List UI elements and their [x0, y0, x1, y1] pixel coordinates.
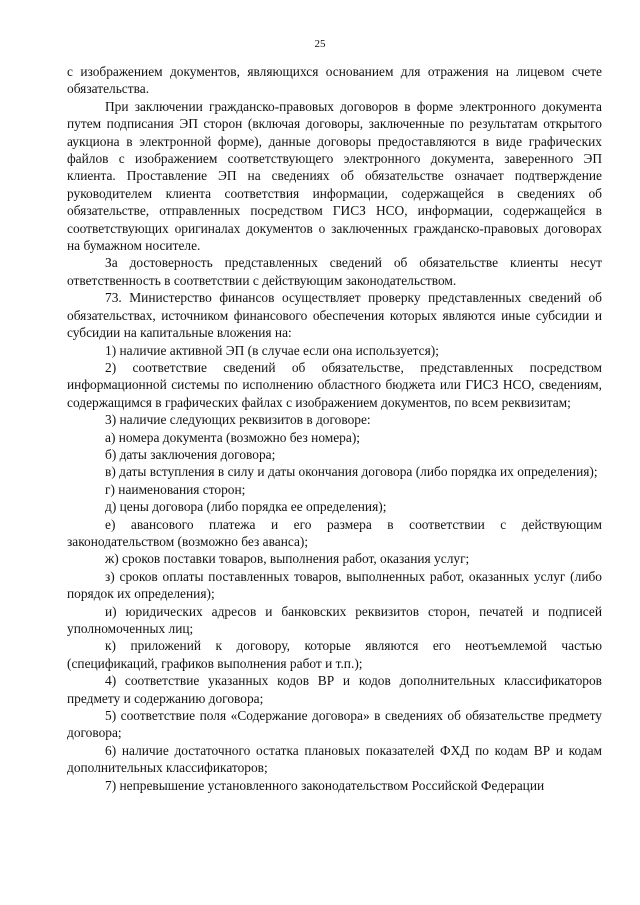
list-item: 5) соответствие поля «Содержание договора» в сведениях об обязательстве предмету договора;: [67, 708, 602, 741]
list-item: 7) непревышение установленного законодательством Российской Федерации: [105, 777, 545, 793]
list-item: е) авансового платежа и его размера в соответствии с действующим законодательством (возможно без аванса);: [67, 516, 602, 549]
list-item: ж) сроков поставки товаров, выполнения работ, оказания услуг;: [105, 551, 470, 567]
page-number: 25: [314, 38, 326, 50]
list-item: з) сроков оплаты поставленных товаров, выполненных работ, оказанных услуг (либо порядок их определения);: [67, 568, 602, 602]
list-item: к) приложений к договору, которые являются его неотъемлемой частью (спецификаций, графиков выполнения работ и т.п.);: [67, 638, 602, 671]
list-item: и) юридических адресов и банковских реквизитов сторон, печатей и подписей уполномоченных лиц;: [67, 603, 602, 636]
list-item: 1) наличие активной ЭП (в случае если она используется);: [105, 342, 439, 358]
list-item: в) даты вступления в силу и даты окончания договора (либо порядка их определения);: [105, 464, 598, 480]
list-item: д) цены договора (либо порядка ее определения);: [105, 499, 387, 515]
paragraph: с изображением документов, являющихся основанием для отражения на лицевом счете обязательства.: [67, 64, 602, 97]
list-item: а) номера документа (возможно без номера);: [105, 429, 360, 445]
list-item: г) наименования сторон;: [105, 481, 246, 497]
document-body: [67, 63, 602, 794]
list-item: 3) наличие следующих реквизитов в договоре:: [105, 412, 371, 428]
list-item: 2) соответствие сведений об обязательстве, представленных посредством информационной системы по исполнению областного бюджета или ГИСЗ НСО, сведениям, содержащимся в графических файлах с изображением документов, по всем реквизитам;: [67, 359, 602, 410]
list-item: 4) соответствие указанных кодов ВР и кодов дополнительных классификаторов предмету и содержанию договора;: [67, 673, 602, 706]
paragraph: 73. Министерство финансов осуществляет проверку представленных сведений об обязательствах, источником финансового обеспечения которых являются иные субсидии и субсидии на капитальные вложения на:: [67, 290, 602, 341]
list-item: б) даты заключения договора;: [105, 446, 276, 462]
paragraph: За достоверность представленных сведений об обязательстве клиенты несут ответственность в соответствии с действующим законодательством.: [67, 255, 602, 288]
paragraph: При заключении гражданско-правовых договоров в форме электронного документа путем подписания ЭП сторон (включая договоры, заключенные по результатам открытого аукциона в электронной форме), данные договоры предоставляются в виде графических файлов с изображением соответствующего электронного документа, заверенного ЭП клиента. Проставление ЭП на сведениях об обязательстве означает подтверждение руководителем клиента соответствия информации, содержащейся в сведениях об обязательстве, отправленных посредством ГИСЗ НСО, информации, содержащейся в соответствующих оригиналах документов о заключенных гражданско-правовых договорах на бумажном носителе.: [67, 98, 602, 254]
list-item: 6) наличие достаточного остатка плановых показателей ФХД по кодам ВР и кодам дополнительных классификаторов;: [67, 742, 602, 776]
